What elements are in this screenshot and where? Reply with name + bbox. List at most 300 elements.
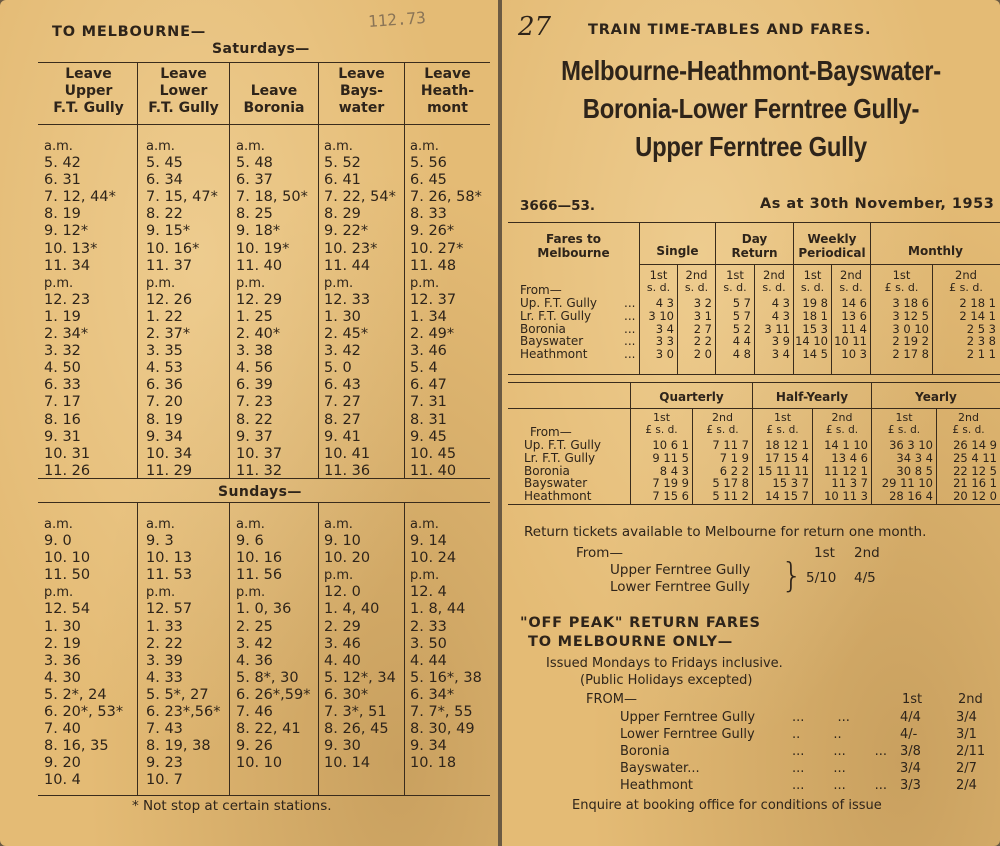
departure-time: 6. 39 <box>236 377 273 394</box>
departure-time: 3. 36 <box>44 652 81 669</box>
fare-value: 6 2 2 <box>719 463 749 478</box>
currency-head: £ s. d. <box>825 424 859 436</box>
col-head-line <box>230 66 318 83</box>
departure-time: 10. 34 <box>146 445 193 462</box>
departure-time: 8. 19 <box>146 411 183 428</box>
departure-time: 9. 34 <box>410 738 447 755</box>
half-yearly-head: Half-Yearly <box>775 390 849 404</box>
departure-time: 10. 45 <box>410 445 457 462</box>
departure-time: 7. 40 <box>44 721 81 738</box>
leader-dots: .. .. <box>792 727 842 742</box>
col-head-bayswater <box>319 66 404 117</box>
departure-time: 2. 40* <box>236 326 281 343</box>
departure-time: 10. 14 <box>324 755 371 772</box>
departure-time: 10. 37 <box>236 445 283 462</box>
col-head-line: mont <box>427 100 468 116</box>
fare-table2-bottom <box>508 504 1000 505</box>
offpeak-station: Lower Ferntree Gully <box>620 727 755 742</box>
departure-time: 5. 8*, 30 <box>236 669 299 686</box>
enquire-note: Enquire at booking office for conditions of issue <box>572 798 882 813</box>
departure-time: 4. 44 <box>410 652 447 669</box>
departure-time: 1. 4, 40 <box>324 601 380 618</box>
footnote: * Not stop at certain stations. <box>132 798 332 814</box>
fare-value: 26 14 9 <box>953 438 997 452</box>
departure-time: 1. 30 <box>44 618 81 635</box>
class-head: 2nd <box>840 268 862 282</box>
return-1st-head: 1st <box>814 545 835 561</box>
departure-time: 10. 13 <box>146 550 193 567</box>
departure-time: 2. 22 <box>146 635 183 652</box>
fare-value: 4 3 <box>771 296 790 310</box>
departure-time: 3. 32 <box>44 343 81 360</box>
sunday-times-boronia <box>236 516 310 790</box>
departure-time: 12. 0 <box>324 584 361 601</box>
sunday-times-upper-ftg <box>44 516 123 790</box>
currency-head: s. d. <box>723 281 747 294</box>
currency-head: s. d. <box>800 281 825 294</box>
fare-value: 13 4 6 <box>831 450 868 465</box>
departure-time: 3. 46 <box>410 343 447 360</box>
departure-time: 6. 45 <box>410 172 447 189</box>
fare-value: 9 11 5 <box>652 450 689 465</box>
offpeak-station: Upper Ferntree Gully <box>620 710 756 725</box>
departure-time: 11. 32 <box>236 462 283 479</box>
fare-value: 3 3 <box>655 334 674 349</box>
right-fares-page <box>502 0 1000 846</box>
departure-time: 1. 30 <box>324 308 361 325</box>
col-head-heathmont <box>405 66 490 117</box>
departure-time: 8. 29 <box>324 206 361 223</box>
fare-value: 4 4 <box>732 334 751 349</box>
fare-value: 10 3 <box>841 347 867 362</box>
leader-dots: ... ... <box>792 710 850 725</box>
class-head: 1st <box>726 268 744 282</box>
leader-dots: ... <box>624 347 636 362</box>
station-label: Up. F.T. Gully <box>520 296 598 310</box>
day-return-line: Return <box>731 246 778 260</box>
sunday-times-bayswater <box>324 516 396 790</box>
fare-value: 15 3 7 <box>772 476 809 491</box>
fares-to-melbourne-label <box>508 232 639 260</box>
fare-value: 28 16 4 <box>889 489 933 504</box>
offpeak-1st-fare: 3/3 <box>900 778 921 793</box>
fare-value: 19 8 <box>802 296 828 310</box>
fare-value: 11 12 1 <box>824 463 868 478</box>
fare-value: 13 6 <box>841 308 867 323</box>
fare-value: 14 15 7 <box>765 489 809 504</box>
saturday-times-boronia <box>236 138 308 480</box>
departure-time: 6. 30* <box>324 686 369 703</box>
departure-time: 8. 16 <box>44 411 81 428</box>
fare-value: 36 3 10 <box>889 438 933 452</box>
period-label: p.m. <box>44 585 74 601</box>
departure-time: 7. 7*, 55 <box>410 704 473 721</box>
pencil-mark: 112.73 <box>367 8 427 31</box>
col-head-line: F.T. Gully <box>53 100 124 116</box>
saturdays-header-rule <box>38 124 490 125</box>
divider <box>318 502 319 795</box>
return-1st-fare: 5/10 <box>806 570 837 586</box>
col-head-upper-ftg <box>40 66 137 117</box>
leader-dots: ... <box>624 321 636 336</box>
departure-time: 9. 26 <box>236 738 273 755</box>
period-label: p.m. <box>44 275 74 291</box>
class-head: 1st <box>892 268 911 282</box>
offpeak-station: Boronia <box>620 744 670 759</box>
departure-time: 7. 18, 50* <box>236 189 308 206</box>
handwritten-number: 27 <box>518 12 552 42</box>
divider <box>318 62 319 478</box>
departure-time: 10. 27* <box>410 240 464 257</box>
period-label: p.m. <box>324 568 354 584</box>
weekly-line: Periodical <box>798 246 866 260</box>
departure-time: 7. 22, 54* <box>324 189 396 206</box>
fare-value: 11 4 <box>841 321 867 336</box>
return-2nd-fare: 4/5 <box>854 570 876 586</box>
departure-time: 10. 20 <box>324 550 371 567</box>
saturday-times-bayswater <box>324 138 396 480</box>
offpeak-2nd-fare: 3/4 <box>956 710 977 725</box>
departure-time: 12. 54 <box>44 601 91 618</box>
return-from-label: From— <box>576 545 623 561</box>
fare-table-header-rule <box>640 264 1000 265</box>
departure-time: 4. 30 <box>44 669 81 686</box>
fare-value: 3 9 <box>771 334 790 349</box>
sundays-label: Sundays— <box>218 484 302 500</box>
departure-time: 11. 29 <box>146 462 193 479</box>
fare-value: 5 7 <box>732 296 751 310</box>
departure-time: 4. 40 <box>324 652 361 669</box>
departure-time: 6. 34* <box>410 686 455 703</box>
sundays-top-rule <box>38 502 490 503</box>
departure-time: 11. 26 <box>44 462 91 479</box>
departure-time: 4. 33 <box>146 669 183 686</box>
departure-time: 9. 0 <box>44 533 72 550</box>
fare-value: 14 5 <box>802 347 828 362</box>
departure-time: 10. 7 <box>146 772 183 789</box>
return-2nd-head: 2nd <box>854 545 880 561</box>
fare-value: 4 3 <box>655 296 674 310</box>
departure-time: 11. 40 <box>236 257 283 274</box>
departure-time: 6. 41 <box>324 172 361 189</box>
offpeak-heading <box>520 614 761 652</box>
issue-date: As at 30th November, 1953 <box>760 196 995 212</box>
departure-time: 6. 31 <box>44 172 81 189</box>
departure-time: 1. 33 <box>146 618 183 635</box>
col-head-line: Bays- <box>340 83 383 99</box>
period-label: a.m. <box>324 139 353 154</box>
fare-value: 4 8 <box>732 347 751 362</box>
divider <box>229 502 230 795</box>
departure-time: 5. 12*, 34 <box>324 669 396 686</box>
departure-time: 7. 23 <box>236 394 273 411</box>
departure-time: 8. 31 <box>410 411 447 428</box>
departure-time: 2. 37* <box>146 326 191 343</box>
class-head: 1st <box>803 268 822 282</box>
fare-value: 2 2 <box>693 334 712 349</box>
station-label: Lr. F.T. Gully <box>520 308 592 323</box>
departure-time: 7. 26, 58* <box>410 189 482 206</box>
departure-time: 8. 22, 41 <box>236 721 301 738</box>
saturday-times-lower-ftg <box>146 138 218 480</box>
saturdays-top-rule <box>38 62 490 63</box>
period-label: p.m. <box>324 275 354 291</box>
departure-time: 5. 16*, 38 <box>410 669 482 686</box>
departure-time: 1. 34 <box>410 308 447 325</box>
weekly-line: Weekly <box>807 232 857 246</box>
divider <box>137 62 138 478</box>
col-head-line: Leave <box>338 66 385 82</box>
offpeak-1st-fare: 3/8 <box>900 744 921 759</box>
holidays-note: (Public Holidays excepted) <box>580 673 753 688</box>
class-head: 2nd <box>958 411 979 424</box>
class-head: 1st <box>895 411 913 424</box>
departure-time: 9. 18* <box>236 223 281 240</box>
departure-time: 11. 37 <box>146 257 193 274</box>
fare-table-bottom <box>508 374 1000 375</box>
col-head-line: Heath- <box>420 83 475 99</box>
yearly-head: Yearly <box>915 390 957 404</box>
offpeak-station: Bayswater... <box>620 761 700 776</box>
departure-time: 9. 26* <box>410 223 455 240</box>
departure-time: 11. 50 <box>44 567 91 584</box>
departure-time: 12. 26 <box>146 291 193 308</box>
issued-note: Issued Mondays to Fridays inclusive. <box>546 656 783 671</box>
fare-value: 7 19 9 <box>652 476 689 491</box>
offpeak-1st-fare: 4/4 <box>900 710 921 725</box>
departure-time: 2. 45* <box>324 326 369 343</box>
station-name: Lr. F.T. Gully <box>524 450 596 465</box>
departure-time: 11. 34 <box>44 257 91 274</box>
departure-time: 5. 45 <box>146 155 183 172</box>
departure-time <box>236 772 310 789</box>
fare-value: 14 1 10 <box>824 438 868 452</box>
departure-time: 7. 12, 44* <box>44 189 116 206</box>
departure-time: 9. 34 <box>146 428 183 445</box>
departure-time: 8. 16, 35 <box>44 738 109 755</box>
period-label: a.m. <box>410 139 439 154</box>
departure-time: 5. 48 <box>236 155 273 172</box>
station-name: Up. F.T. Gully <box>524 438 602 452</box>
sunday-times-lower-ftg <box>146 516 220 790</box>
departure-time: 2. 25 <box>236 618 273 635</box>
departure-time: 3. 39 <box>146 652 183 669</box>
fare-value: 18 12 1 <box>765 438 809 452</box>
departure-time: 9. 41 <box>324 428 361 445</box>
col-head-boronia <box>230 66 318 117</box>
fare-value: 3 0 <box>655 347 674 362</box>
station-name: Bayswater <box>524 476 588 491</box>
route-title-line3: Upper Ferntree Gully <box>635 131 867 162</box>
fare-value: 3 11 <box>764 321 790 336</box>
col-head-line: Boronia <box>243 100 305 116</box>
departure-time: 12. 33 <box>324 291 371 308</box>
departure-time: 6. 47 <box>410 377 447 394</box>
period-label: p.m. <box>236 585 266 601</box>
divider <box>404 62 405 478</box>
period-label: a.m. <box>324 517 353 532</box>
departure-time: 10. 10 <box>236 755 283 772</box>
fares-label-line: Melbourne <box>537 246 610 260</box>
leader-dots: ... <box>624 334 636 349</box>
currency-head: £ s. d. <box>706 424 739 436</box>
route-title <box>539 52 962 166</box>
offpeak-1st-fare: 3/4 <box>900 761 921 776</box>
departure-time: 12. 29 <box>236 291 283 308</box>
fare-value: 5 11 2 <box>712 489 749 504</box>
departure-time: 6. 26*,59* <box>236 686 311 703</box>
divider <box>404 502 405 795</box>
offpeak-from-label: FROM— <box>586 692 637 707</box>
route-title-line1: Melbourne-Heathmont-Bayswater- <box>561 55 941 86</box>
fare-value: 2 1 1 <box>966 347 996 362</box>
offpeak-heading-line: "OFF PEAK" RETURN FARES <box>520 615 761 631</box>
departure-time: 7. 43 <box>146 721 183 738</box>
departure-time: 7. 46 <box>236 704 273 721</box>
departure-time: 9. 31 <box>44 428 81 445</box>
departure-time: 2. 49* <box>410 326 455 343</box>
fare-value: 5 17 8 <box>712 476 749 491</box>
offpeak-2nd-fare: 2/4 <box>956 778 977 793</box>
to-melbourne-title: TO MELBOURNE— <box>52 24 207 40</box>
departure-time: 11. 56 <box>236 567 283 584</box>
fare-value: 3 4 <box>655 321 674 336</box>
departure-time: 8. 30, 49 <box>410 721 475 738</box>
col-head-line: F.T. Gully <box>148 100 219 116</box>
departure-time: 4. 56 <box>236 360 273 377</box>
leader-dots: ... <box>624 308 636 323</box>
fare-value: 2 19 2 <box>892 334 929 349</box>
fare-value: 25 4 11 <box>953 450 997 465</box>
departure-time: 2. 29 <box>324 618 361 635</box>
fare-value: 5 7 <box>732 308 751 323</box>
fare-value: 4 3 <box>771 308 790 323</box>
period-label: p.m. <box>410 275 440 291</box>
fare-value: 10 11 3 <box>824 489 868 504</box>
departure-time: 7. 31 <box>410 394 447 411</box>
departure-time: 2. 34* <box>44 326 89 343</box>
col-head-line: Lower <box>159 83 208 99</box>
departure-time: 8. 25 <box>236 206 273 223</box>
departure-time: 3. 42 <box>324 343 361 360</box>
period-label: p.m. <box>146 585 176 601</box>
departure-time: 8. 19 <box>44 206 81 223</box>
class-head: 1st <box>649 268 668 282</box>
departure-time: 8. 33 <box>410 206 447 223</box>
offpeak-1st-fare: 4/- <box>900 727 918 742</box>
period-label: a.m. <box>44 517 73 532</box>
departure-time: 1. 25 <box>236 308 273 325</box>
departure-time: 7. 15, 47* <box>146 189 218 206</box>
fare-value: 34 3 4 <box>896 450 933 465</box>
period-label: a.m. <box>146 139 175 154</box>
departure-time: 9. 37 <box>236 428 273 445</box>
fare-value: 15 3 <box>802 321 828 336</box>
departure-time: 9. 10 <box>324 533 361 550</box>
station-name <box>520 347 636 362</box>
saturdays-label: Saturdays— <box>212 41 310 57</box>
departure-time: 10. 19* <box>236 240 290 257</box>
departure-time: 1. 19 <box>44 308 81 325</box>
fare-table-stations <box>520 296 636 362</box>
offpeak-1st-head: 1st <box>902 692 923 707</box>
departure-time: 8. 27 <box>324 411 361 428</box>
station-name: Boronia <box>524 463 570 478</box>
period-label: a.m. <box>236 517 265 532</box>
departure-time: 9. 22* <box>324 223 369 240</box>
fare-value: 17 15 4 <box>765 450 809 465</box>
fare-value: 11 3 7 <box>831 476 868 491</box>
departure-time: 3. 46 <box>324 635 361 652</box>
day-return-head <box>716 232 793 260</box>
departure-time: 10. 18 <box>410 755 457 772</box>
station-label: Boronia <box>520 321 566 336</box>
col-head-line: water <box>338 100 385 116</box>
station-label: Heathmont <box>520 347 588 362</box>
departure-time: 3. 38 <box>236 343 273 360</box>
fare-value: 2 5 3 <box>966 321 996 336</box>
fares-heading: TRAIN TIME-TABLES AND FARES. <box>588 22 872 38</box>
departure-time: 3. 42 <box>236 635 273 652</box>
fares-label-line: Fares to <box>546 232 601 246</box>
fare-value: 30 8 5 <box>896 463 933 478</box>
departure-time: 5. 56 <box>410 155 447 172</box>
departure-time: 6. 23*,56* <box>146 704 221 721</box>
fare-value: 15 11 11 <box>757 463 809 478</box>
fare-table2-stations <box>524 439 601 503</box>
departure-time: 9. 14 <box>410 533 447 550</box>
fare-value: 7 1 9 <box>719 450 749 465</box>
departure-time <box>410 772 482 789</box>
departure-time: 6. 33 <box>44 377 81 394</box>
leader-dots: ... <box>624 296 636 310</box>
fare-value: 3 12 5 <box>892 308 929 323</box>
currency-head: s. d. <box>684 281 709 294</box>
departure-time: 11. 53 <box>146 567 193 584</box>
fare-value: 3 2 <box>693 296 712 310</box>
departure-time: 4. 50 <box>44 360 81 377</box>
departure-time: 3. 50 <box>410 635 447 652</box>
fare-value: 2 17 8 <box>892 347 929 362</box>
fare-value: 3 0 10 <box>892 321 929 336</box>
fare-value: 7 11 7 <box>712 438 749 452</box>
fare-table2-top <box>508 382 1000 383</box>
currency-head: £ s. d. <box>884 281 919 294</box>
departure-time: 5. 52 <box>324 155 361 172</box>
fare-value: 18 1 <box>802 308 828 323</box>
class-head: 1st <box>773 411 792 424</box>
departure-time: 9. 45 <box>410 428 447 445</box>
quarterly-head: Quarterly <box>659 390 724 404</box>
departure-time: 2. 19 <box>44 635 81 652</box>
departure-time: 1. 0, 36 <box>236 601 292 618</box>
fare-value: 22 12 5 <box>953 463 997 478</box>
period-label: a.m. <box>236 139 265 154</box>
fare-value: 2 7 <box>693 321 712 336</box>
offpeak-2nd-fare: 3/1 <box>956 727 977 742</box>
from-label-1: From— <box>520 283 562 297</box>
departure-time: 8. 26, 45 <box>324 721 389 738</box>
fare-value: 21 16 1 <box>953 476 997 491</box>
col-head-line: Leave <box>250 83 298 99</box>
monthly-head: Monthly <box>908 244 963 258</box>
return-stations <box>610 562 750 596</box>
departure-time: 10. 4 <box>44 772 81 789</box>
period-label: a.m. <box>44 139 73 154</box>
departure-time: 9. 6 <box>236 533 264 550</box>
departure-time: 10. 31 <box>44 445 91 462</box>
departure-time: 10. 24 <box>410 550 457 567</box>
